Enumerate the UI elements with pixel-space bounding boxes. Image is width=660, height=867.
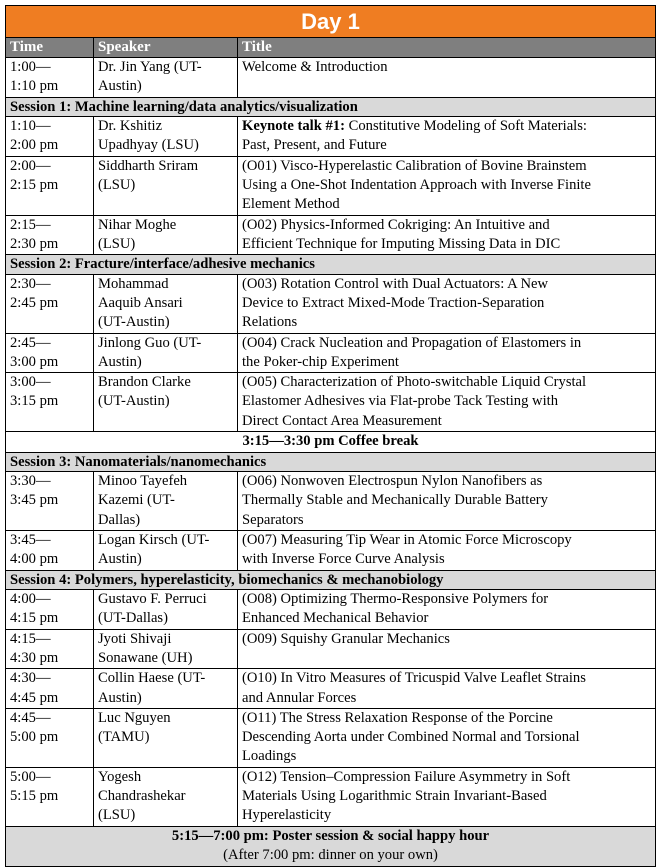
talk-speaker	[94, 472, 238, 531]
line-text: Minoo Tayefeh	[98, 473, 188, 490]
talk-row	[6, 373, 656, 432]
line-text: Descending Aorta under Combined Normal and Torsional	[242, 729, 580, 746]
line-text: Efficient Technique for Imputing Missing Data in DIC	[242, 235, 561, 252]
keynote-label: Keynote talk #1:	[242, 118, 345, 135]
line-text: 3:30—	[10, 473, 51, 490]
talk-time	[6, 58, 94, 98]
session-header-row	[6, 570, 656, 590]
talk-row	[6, 530, 656, 570]
talk-speaker	[94, 530, 238, 570]
line-text: 3:15 pm	[10, 393, 59, 410]
talk-row	[6, 274, 656, 333]
line-text: Austin)	[98, 353, 142, 370]
line-text: 2:45—	[10, 334, 51, 351]
talk-row	[6, 629, 656, 669]
line-text: 2:15 pm	[10, 176, 59, 193]
line-text: Siddharth Sriram	[98, 157, 199, 174]
line-text: Nihar Moghe	[98, 216, 177, 233]
talk-row	[6, 590, 656, 630]
session-header-row	[6, 255, 656, 275]
line-text: 5:15 pm	[10, 788, 59, 804]
talk-time	[6, 215, 94, 255]
line-text: (O06) Nonwoven Electrospun Nylon Nanofibers as	[242, 473, 543, 490]
poster-time: 5:15—7:00 pm:	[171, 827, 269, 844]
talk-speaker	[94, 333, 238, 373]
line-text: with Inverse Force Curve Analysis	[242, 551, 445, 568]
schedule-table	[5, 5, 656, 867]
line-text: (O04) Crack Nucleation and Propagation of Elastomers in	[242, 334, 582, 351]
line-text: Past, Present, and Future	[242, 137, 387, 154]
line-text: (TAMU)	[98, 729, 150, 746]
line-text: Separators	[242, 511, 304, 528]
line-text: 4:15—	[10, 630, 51, 647]
talk-row	[6, 767, 656, 826]
session-title: Session 1: Machine learning/data analytics/visualization	[6, 97, 656, 117]
session-title: Session 3: Nanomaterials/nanomechanics	[6, 452, 656, 472]
line-text: Elastomer Adhesives via Flat-probe Tack Testing with	[242, 393, 558, 410]
talk-time	[6, 629, 94, 669]
line-text: and Annular Forces	[242, 689, 357, 706]
talk-row	[6, 472, 656, 531]
talk-title	[238, 58, 656, 98]
poster-session-row	[6, 826, 656, 866]
talk-row	[6, 333, 656, 373]
line-text: Dr. Kshitiz	[98, 118, 163, 135]
line-text: Logan Kirsch (UT-	[98, 531, 210, 548]
line-text: 2:00—	[10, 157, 51, 174]
talk-time	[6, 156, 94, 215]
line-text: 1:10 pm	[10, 78, 59, 95]
line-text: (UT-Dallas)	[98, 610, 168, 627]
line-text: Enhanced Mechanical Behavior	[242, 610, 429, 627]
talk-time	[6, 333, 94, 373]
talk-title	[238, 669, 656, 709]
title-column-header: Title	[238, 38, 656, 58]
line-text: 4:00 pm	[10, 551, 59, 568]
talk-row	[6, 215, 656, 255]
line-text: 4:30—	[10, 670, 51, 687]
line-text: (LSU)	[98, 235, 136, 252]
talk-title	[238, 274, 656, 333]
line-text: 2:45 pm	[10, 294, 59, 311]
line-text: 5:00—	[10, 768, 51, 785]
line-text: Jinlong Guo (UT-	[98, 334, 202, 351]
line-text: 1:00—	[10, 59, 51, 75]
line-text: (UT-Austin)	[98, 314, 170, 331]
day-title: Day 1	[6, 6, 656, 38]
line-text: Sonawane (UH)	[98, 649, 193, 666]
time-column-header: Time	[6, 38, 94, 58]
line-text: 2:15—	[10, 216, 51, 233]
line-text: (LSU)	[98, 176, 136, 193]
line-text: 1:10—	[10, 118, 51, 135]
line-text: Direct Contact Area Measurement	[242, 412, 442, 429]
session-title: Session 2: Fracture/interface/adhesive mechanics	[6, 255, 656, 275]
line-text: (O10) In Vitro Measures of Tricuspid Valve Leaflet Strains	[242, 670, 586, 687]
line-text: 2:30—	[10, 275, 51, 292]
talk-time	[6, 373, 94, 432]
talk-time	[6, 767, 94, 826]
talk-row	[6, 117, 656, 157]
dinner-note: (After 7:00 pm: dinner on your own)	[223, 847, 438, 864]
line-text: Kazemi (UT-	[98, 492, 175, 509]
session-header-row	[6, 452, 656, 472]
line-text: the Poker-chip Experiment	[242, 353, 399, 370]
line-text: Luc Nguyen	[98, 709, 171, 726]
talk-speaker	[94, 669, 238, 709]
talk-row	[6, 708, 656, 767]
talk-row	[6, 156, 656, 215]
line-text: (LSU)	[98, 807, 136, 824]
line-text: Element Method	[242, 196, 340, 213]
talk-title	[238, 708, 656, 767]
line-text: (O02) Physics-Informed Cokriging: An Intuitive and	[242, 216, 550, 233]
line-text: 2:00 pm	[10, 137, 59, 154]
line-text: Austin)	[98, 689, 142, 706]
talk-speaker	[94, 274, 238, 333]
coffee-break-row	[6, 432, 656, 453]
talk-title	[238, 590, 656, 630]
talk-speaker	[94, 767, 238, 826]
line-text: 3:00 pm	[10, 353, 59, 370]
line-text: Materials Using Logarithmic Strain Invariant-Based	[242, 788, 547, 804]
talk-time	[6, 117, 94, 157]
line-text: 3:45—	[10, 531, 51, 548]
talk-speaker	[94, 156, 238, 215]
talk-time	[6, 530, 94, 570]
line-text: Austin)	[98, 78, 142, 95]
poster-label: Poster session & social happy hour	[268, 827, 490, 844]
talk-time	[6, 590, 94, 630]
line-text: Collin Haese (UT-	[98, 670, 206, 687]
talk-title	[238, 373, 656, 432]
speaker-column-header: Speaker	[94, 38, 238, 58]
line-text: Hyperelasticity	[242, 807, 332, 824]
line-text: (O11) The Stress Relaxation Response of the Porcine	[242, 709, 553, 726]
line-text: 4:00—	[10, 591, 51, 608]
line-text: (O05) Characterization of Photo-switchable Liquid Crystal	[242, 374, 587, 391]
talk-time	[6, 669, 94, 709]
column-header-row	[6, 38, 656, 58]
line-text: Constitutive Modeling of Soft Materials:	[344, 118, 587, 135]
line-text: Jyoti Shivaji	[98, 630, 172, 647]
line-text: 2:30 pm	[10, 235, 59, 252]
line-text: 4:45—	[10, 709, 51, 726]
session-title: Session 4: Polymers, hyperelasticity, biomechanics & mechanobiology	[6, 570, 656, 590]
talk-speaker	[94, 629, 238, 669]
line-text: Yogesh	[98, 768, 142, 785]
line-text: Using a One-Shot Indentation Approach with Inverse Finite	[242, 176, 591, 193]
line-text: (O01) Visco-Hyperelastic Calibration of Bovine Brainstem	[242, 157, 587, 174]
talk-speaker	[94, 58, 238, 98]
line-text: Brandon Clarke	[98, 374, 191, 391]
line-text: Upadhyay (LSU)	[98, 137, 199, 154]
line-text: Dr. Jin Yang (UT-	[98, 59, 202, 75]
line-text: 3:00—	[10, 374, 51, 391]
day-header-row	[6, 6, 656, 38]
line-text: Relations	[242, 314, 298, 331]
talk-row	[6, 669, 656, 709]
talk-title	[238, 767, 656, 826]
session-header-row	[6, 97, 656, 117]
talk-speaker	[94, 215, 238, 255]
poster-session	[6, 826, 656, 866]
line-text: (O03) Rotation Control with Dual Actuators: A New	[242, 275, 549, 292]
talk-row	[6, 58, 656, 98]
line-text: Mohammad	[98, 275, 169, 292]
talk-title	[238, 215, 656, 255]
coffee-break: 3:15—3:30 pm Coffee break	[6, 432, 656, 453]
line-text: 4:30 pm	[10, 649, 59, 666]
talk-time	[6, 708, 94, 767]
line-text: (O08) Optimizing Thermo-Responsive Polymers for	[242, 591, 549, 608]
talk-title	[238, 530, 656, 570]
talk-title	[238, 629, 656, 669]
line-text: Device to Extract Mixed-Mode Traction-Separation	[242, 294, 545, 311]
talk-title	[238, 117, 656, 157]
line-text: 4:15 pm	[10, 610, 59, 627]
line-text: Dallas)	[98, 511, 141, 528]
talk-speaker	[94, 708, 238, 767]
line-text: Chandrashekar	[98, 788, 186, 804]
line-text: 4:45 pm	[10, 689, 59, 706]
talk-speaker	[94, 373, 238, 432]
talk-speaker	[94, 117, 238, 157]
line-text: (O12) Tension–Compression Failure Asymmetry in Soft	[242, 768, 571, 785]
line-text: 5:00 pm	[10, 729, 59, 746]
talk-time	[6, 472, 94, 531]
line-text: Aaquib Ansari	[98, 294, 183, 311]
line-text: Loadings	[242, 748, 297, 765]
talk-title	[238, 333, 656, 373]
line-text: Welcome & Introduction	[242, 59, 388, 75]
talk-speaker	[94, 590, 238, 630]
line-text: (UT-Austin)	[98, 393, 170, 410]
talk-title	[238, 156, 656, 215]
line-text: 3:45 pm	[10, 492, 59, 509]
line-text: Austin)	[98, 551, 142, 568]
line-text: (O07) Measuring Tip Wear in Atomic Force Microscopy	[242, 531, 572, 548]
talk-time	[6, 274, 94, 333]
talk-title	[238, 472, 656, 531]
line-text: Thermally Stable and Mechanically Durable Battery	[242, 492, 548, 509]
line-text: Gustavo F. Perruci	[98, 591, 207, 608]
line-text: (O09) Squishy Granular Mechanics	[242, 630, 450, 647]
